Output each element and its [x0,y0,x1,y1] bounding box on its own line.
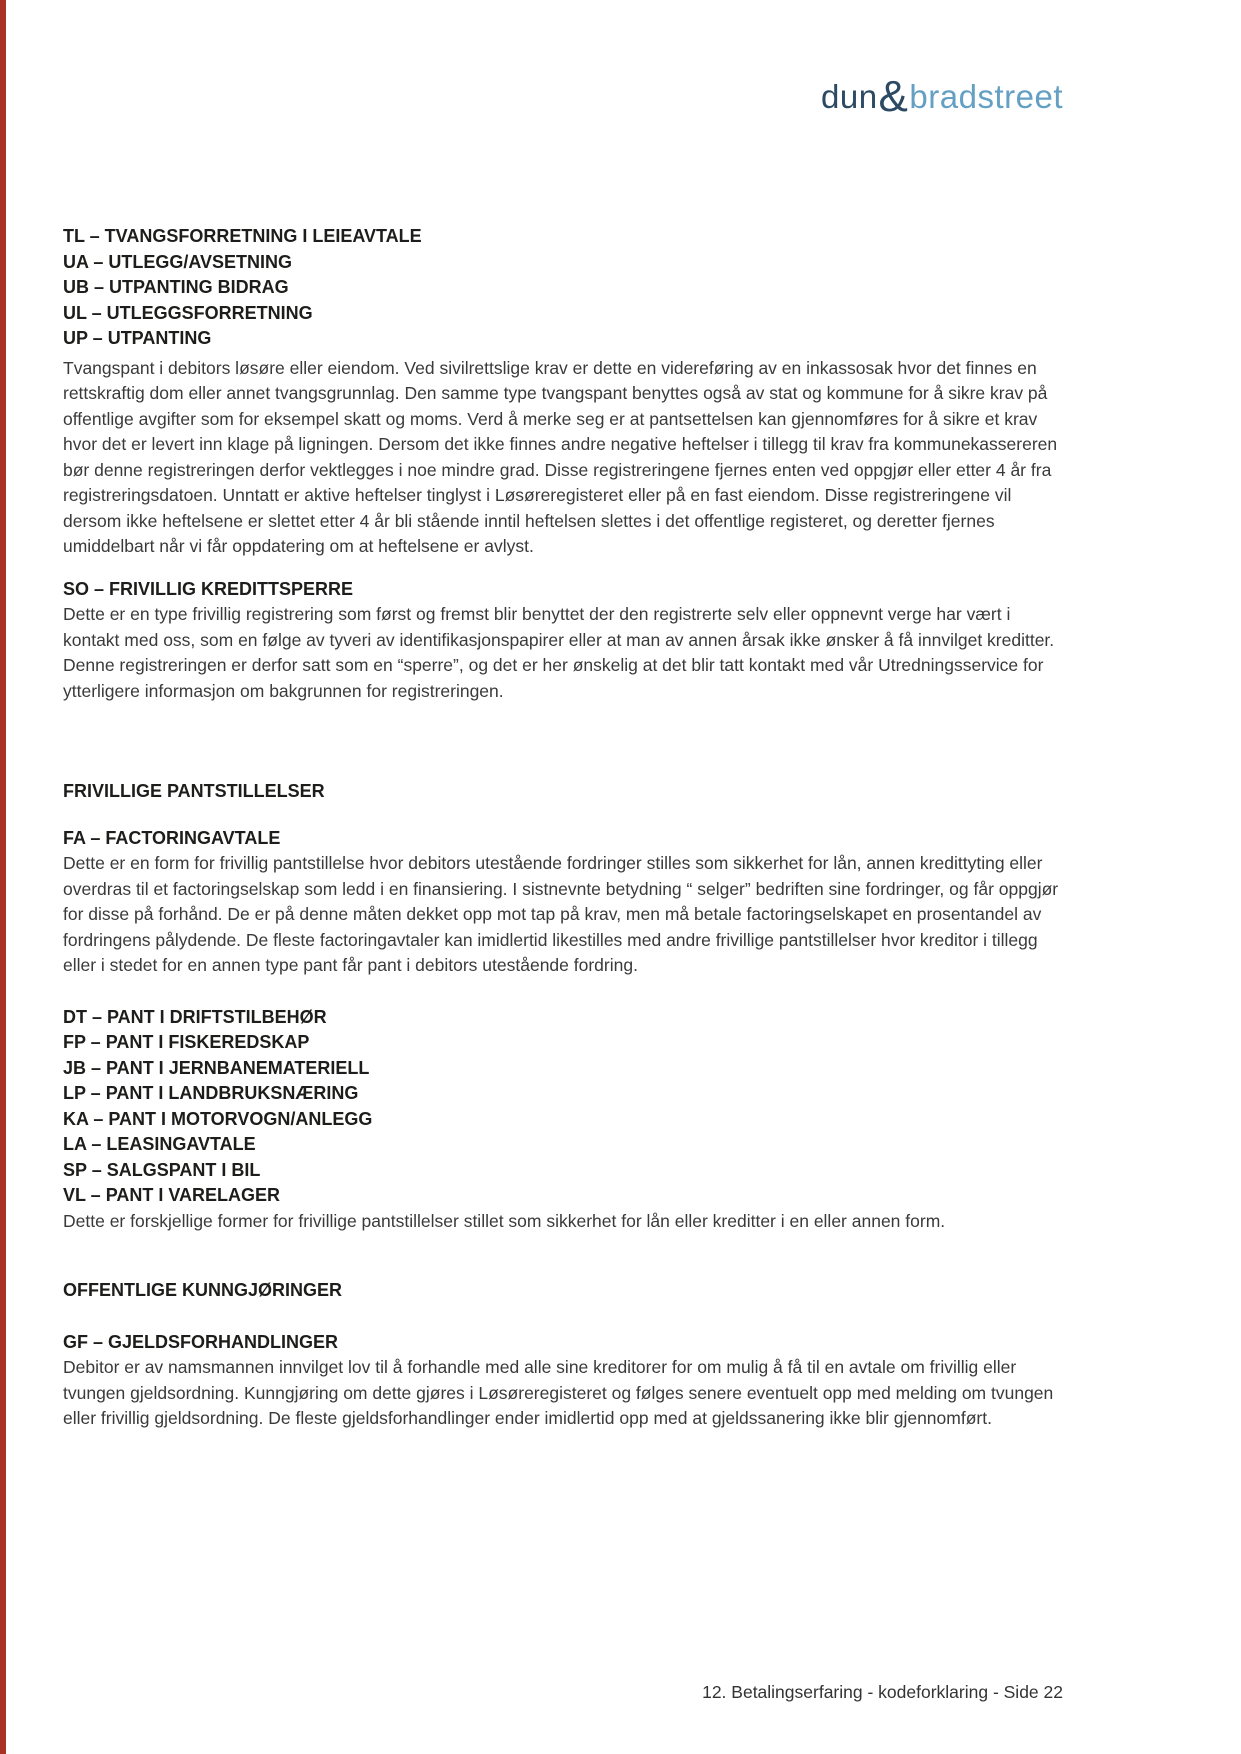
document-body [63,224,1064,1432]
page-edge-accent [0,0,6,1754]
code-line-sp: SP – SALGSPANT I BIL [63,1159,261,1180]
paragraph-tvangspant: Tvangspant i debitors løsøre eller eiendom. Ved sivilrettslige krav er dette en videreføring av en inkassosak hvor det finnes en rettskraftig dom eller annet tvangsgrunnlag. Den samme type tvangspant benyttes også av stat og kommune for å sikre krav på offentlige avgifter som for eksempel skatt og moms. Verd å merke seg er at pantsettelsen kan gjennomføres for å sikre et krav hvor det er levert inn klage på ligningen. Dersom det ikke finnes andre negative heftelser i tillegg til krav fra kommunekassereren bør denne registreringen derfor vektlegges i noe mindre grad. Disse registreringene fjernes enten ved oppgjør eller etter 4 år fra registreringsdatoen. Unntatt er aktive heftelser tinglyst i Løsøreregisteret eller på en fast eiendom. Disse registreringene vil dersom ikke heftelsene er slettet etter 4 år bli stående inntil heftelsen slettes i det offentlige registeret, og deretter fjernes umiddelbart når vi får oppdatering om at heftelsene er avlyst. [63,357,1058,556]
dun-bradstreet-logo [820,72,1063,121]
code-line-dt: DT – PANT I DRIFTSTILBEHØR [63,1006,327,1027]
heading-offentlige-kunngjoringer: OFFENTLIGE KUNNGJØRINGER [63,1280,343,1300]
heading-so-kredittsperre: SO – FRIVILLIG KREDITTSPERRE [63,578,354,599]
logo-text-dun: dun [820,78,878,115]
code-line-vl: VL – PANT I VARELAGER [63,1185,281,1205]
heading-frivillige-pantstillelser: FRIVILLIGE PANTSTILLELSER [63,781,325,801]
paragraph-fa-factoringavtale: Dette er en form for frivillig pantstillelse hvor debitors utestående fordringer stilles som sikkerhet for lån, annen kredittyting eller overdras til et factoringselskap som ledd i en finansiering. I sistnevnte betydning “ selger” bedriften sine fordringer, og får oppgjør for disse på forhånd. De er på denne måten dekket opp mot tap på krav, men må betale factoringselskapet en prosentandel av fordringens pålydende. De fleste factoringavtaler kan imidlertid likestilles med andre frivillige pantstillelser hvor kreditor i tillegg eller i stedet for en annen type pant får pant i debitors utestående fordring. [63,853,1059,975]
code-line-ub: UB – UTPANTING BIDRAG [63,277,289,297]
paragraph-frivillige-pant: Dette er forskjellige former for frivillige pantstillelser stillet som sikkerhet for lån eller kreditter i en eller annen form. [63,1210,946,1231]
page-footer: 12. Betalingserfaring - kodeforklaring - Side 22 [702,1682,1063,1702]
logo-ampersand-icon: & [878,72,909,121]
code-line-tl: TL – TVANGSFORRETNING I LEIEAVTALE [63,226,422,246]
code-list-pant [63,1005,1064,1209]
heading-gf-gjeldsforhandlinger: GF – GJELDSFORHANDLINGER [63,1331,339,1352]
code-line-ul: UL – UTLEGGSFORRETNING [63,302,313,323]
code-line-ka: KA – PANT I MOTORVOGN/ANLEGG [63,1108,373,1129]
paragraph-gf-gjeldsforhandlinger: Debitor er av namsmannen innvilget lov til å forhandle med alle sine kreditorer for om mulig å få til en avtale om frivillig eller tvungen gjeldsordning. Kunngjøring om dette gjøres i Løsøreregisteret og følges senere eventuelt opp med melding om tvungen eller frivillig gjeldsordning. De fleste gjeldsforhandlinger ender imidlertid opp med at gjeldssanering ikke blir gjennomført. [63,1357,1054,1428]
code-line-lp: LP – PANT I LANDBRUKSNÆRING [63,1083,359,1103]
heading-fa-factoringavtale: FA – FACTORINGAVTALE [63,827,281,848]
code-line-fp: FP – PANT I FISKEREDSKAP [63,1032,310,1052]
paragraph-so-kredittsperre: Dette er en type frivillig registrering som først og fremst blir benyttet der den registrerte selv eller oppnevnt verge har vært i kontakt med oss, som en følge av tyveri av identifikasjonspapirer eller at man av annen årsak ikke ønsker å få innvilget kreditter. Denne registreringen er derfor satt som en “sperre”, og det er her ønskelig at det blir tatt kontakt med vår Utredningsservice for ytterligere informasjon om bakgrunnen for registreringen. [63,604,1055,701]
code-line-up: UP – UTPANTING [63,328,212,348]
code-line-jb: JB – PANT I JERNBANEMATERIELL [63,1057,370,1078]
logo-text-bradstreet: bradstreet [909,78,1063,115]
code-line-ua: UA – UTLEGG/AVSETNING [63,251,293,272]
code-line-la: LA – LEASINGAVTALE [63,1134,256,1154]
